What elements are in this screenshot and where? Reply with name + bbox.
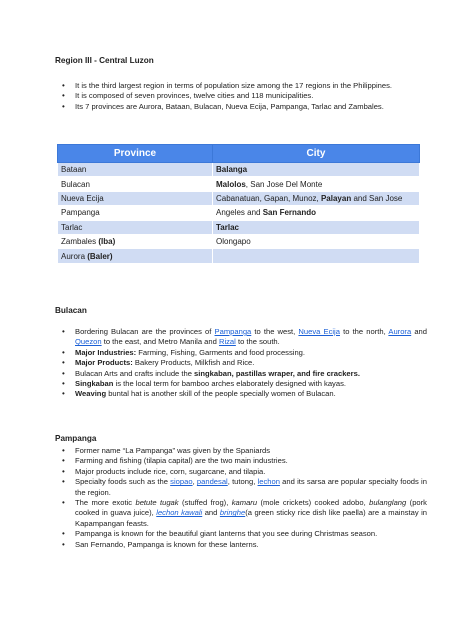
text: The more exotic <box>75 498 136 508</box>
city-bold-text: Malolos <box>216 179 246 189</box>
bold-label: Singkaban <box>75 379 114 389</box>
table-row <box>58 249 420 263</box>
quezon-link[interactable]: Quezon <box>75 337 102 347</box>
bold-label: Major Products: <box>75 358 133 368</box>
list-item: • Its 7 provinces are Aurora, Bataan, Bulacan, Nueva Ecija, Pampanga, Tarlac and Zambales. <box>55 102 427 112</box>
text: (mole crickets) cooked adobo, <box>257 498 370 508</box>
province-name: Tarlac <box>61 222 83 232</box>
province-cell <box>58 206 213 220</box>
text: (stuffed frog), <box>178 498 232 508</box>
province-name: Nueva Ecija <box>61 193 104 203</box>
table-row <box>58 191 420 205</box>
bold-label: Weaving <box>75 389 107 399</box>
bulacan-heading: Bulacan <box>55 306 87 315</box>
table-row <box>58 234 420 248</box>
text: and its sarsa are popular specialty foods in the region. <box>75 477 427 497</box>
text: to the west, <box>251 327 299 336</box>
province-capital: (Baler) <box>87 251 113 261</box>
province-cell <box>58 220 213 234</box>
city-cell <box>213 220 420 234</box>
province-name: Aurora <box>61 251 88 261</box>
text: Bordering Bulacan are the provinces of <box>75 327 215 336</box>
bringhe-link[interactable]: bringhe <box>219 508 246 518</box>
text: buntal hat is another skill of the people specially women of Bulacan. <box>106 389 336 399</box>
bold-label: singkaban, pastillas wraper, and fire crackers. <box>194 368 360 378</box>
italic-text: kamaru <box>231 498 258 508</box>
city-cell <box>213 249 420 263</box>
city-cell <box>213 234 420 248</box>
province-name: Bataan <box>61 165 87 175</box>
list-item: • Pampanga is known for the beautiful giant lanterns that you see during Christmas season. <box>55 529 427 539</box>
text: to the east, and Metro Manila and <box>101 337 219 347</box>
province-column-header: Province <box>58 145 213 163</box>
city-text: Cabanatuan, Gapan, Munoz, <box>216 193 321 203</box>
table-row <box>58 206 420 220</box>
table-header-row <box>58 145 420 163</box>
list-item: • Former name “La Pampanga” was given by the Spaniards <box>55 446 427 456</box>
lechon-link[interactable]: lechon <box>257 477 280 487</box>
table-row <box>58 163 420 177</box>
region-heading: Region III - Central Luzon <box>55 56 154 65</box>
province-city-table <box>57 144 420 264</box>
city-cell <box>213 177 420 191</box>
city-bold-text: Tarlac <box>216 222 239 232</box>
list-item <box>55 358 427 368</box>
pandesal-link[interactable]: pandesal <box>196 477 228 487</box>
italic-text: betute tugak <box>135 498 179 508</box>
text: to the south. <box>235 337 280 347</box>
city-cell <box>213 163 420 177</box>
list-item <box>55 389 427 399</box>
text: (a green sticky rice dish like paella) are a mainstay in Kapampangan feasts. <box>75 508 428 528</box>
aurora-link[interactable]: Aurora <box>388 327 412 336</box>
province-cell <box>58 191 213 205</box>
list-item: • It is composed of seven provinces, twelve cities and 118 municipalities. <box>55 91 427 101</box>
pampanga-link[interactable]: Pampanga <box>214 327 252 336</box>
italic-text: bulanglang <box>369 498 407 508</box>
pampanga-heading: Pampanga <box>55 434 97 443</box>
city-bold-text: San Fernando <box>262 208 317 218</box>
bold-label: Major Industries: <box>75 347 137 357</box>
text: Bakery Products, Milkfish and Rice. <box>132 358 255 368</box>
list-item <box>55 369 427 379</box>
text: is the local term for bamboo arches elaborately designed with kayas. <box>113 379 346 389</box>
list-item <box>55 477 427 498</box>
list-item: • Major products include rice, corn, sugarcane, and tilapia. <box>55 467 427 477</box>
city-text: Angeles and <box>216 208 263 218</box>
list-item <box>55 498 427 529</box>
text: Specialty foods such as the <box>75 477 171 487</box>
city-rest-text: , San Jose Del Monte <box>245 179 323 189</box>
city-bold-text: Palayan <box>320 193 352 203</box>
city-column-header: City <box>213 145 420 163</box>
text: , tutong, <box>227 477 258 487</box>
city-cell <box>213 191 420 205</box>
list-item: • It is the third largest region in terms of population size among the 17 regions in the Philippines. <box>55 81 427 91</box>
city-bold-text: Balanga <box>216 165 248 175</box>
list-item <box>55 348 427 358</box>
table-row <box>58 177 420 191</box>
pampanga-bullet-list <box>55 446 427 550</box>
province-capital: (Iba) <box>98 237 116 247</box>
city-text: Olongapo <box>216 237 251 247</box>
text: Farming, Fishing, Garments and food processing. <box>136 347 306 357</box>
text: and <box>202 508 220 518</box>
text: , <box>192 477 197 487</box>
list-item: • San Fernando, Pampanga is known for these lanterns. <box>55 540 427 550</box>
province-cell <box>58 177 213 191</box>
province-name: Zambales <box>61 237 99 247</box>
text: and <box>411 327 427 336</box>
province-cell <box>58 249 213 263</box>
province-name: Pampanga <box>61 208 100 218</box>
text: (pork cooked in guava juice), <box>75 498 427 518</box>
nueva-ecija-link[interactable]: Nueva Ecija <box>298 327 340 336</box>
rizal-link[interactable]: Rizal <box>218 337 236 347</box>
list-item <box>55 327 427 348</box>
table-row <box>58 220 420 234</box>
text: Bulacan Arts and crafts include the <box>75 368 195 378</box>
text: to the north, <box>339 327 389 336</box>
lechon-kawali-link[interactable]: lechon kawali <box>156 508 203 518</box>
bulacan-bullet-list <box>55 327 427 400</box>
list-item: • Farming and fishing (tilapia capital) are the two main industries. <box>55 456 427 466</box>
city-rest-text: and San Jose <box>351 193 403 203</box>
list-item <box>55 379 427 389</box>
city-cell <box>213 206 420 220</box>
province-cell <box>58 234 213 248</box>
province-name: Bulacan <box>61 179 90 189</box>
region-bullet-list <box>55 81 427 112</box>
province-cell <box>58 163 213 177</box>
siopao-link[interactable]: siopao <box>170 477 193 487</box>
